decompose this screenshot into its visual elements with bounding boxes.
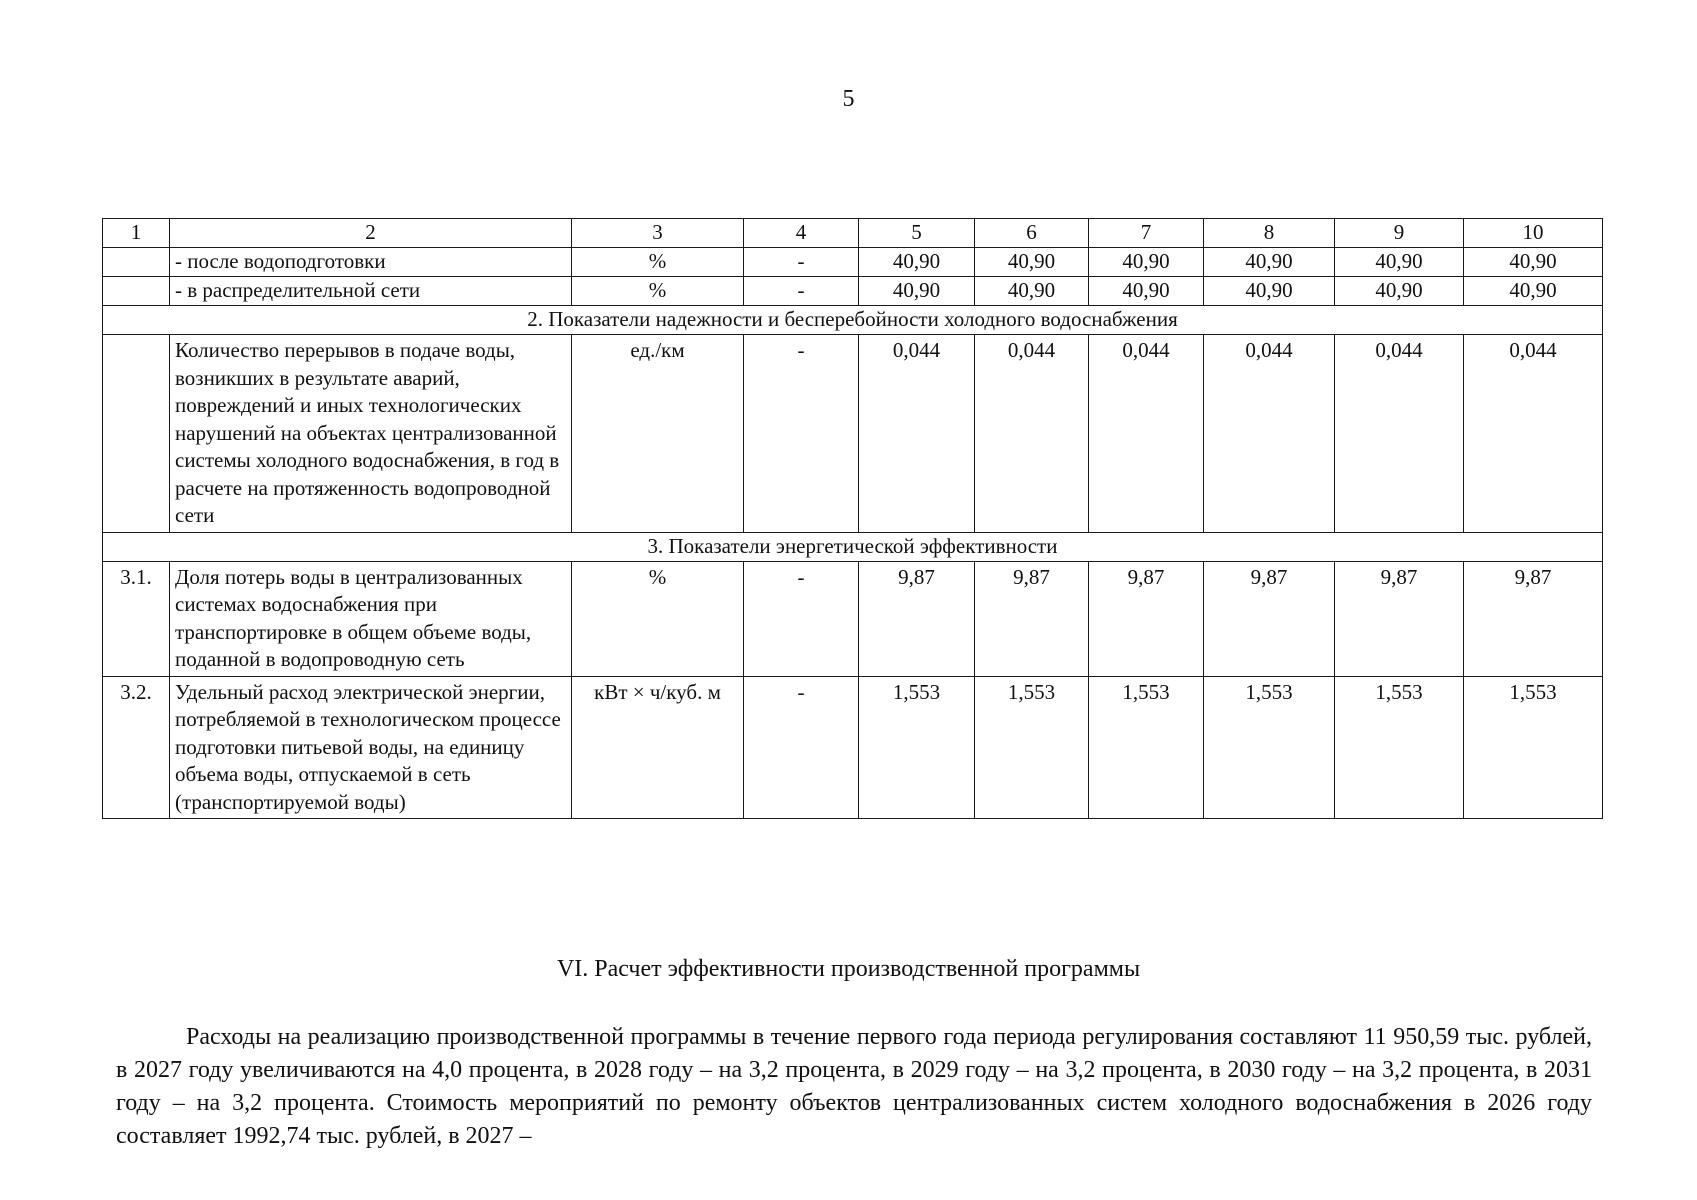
row-value: 40,90 — [1464, 248, 1603, 277]
row-value: 0,044 — [1089, 335, 1204, 533]
row-number — [103, 248, 170, 277]
row-unit: % — [572, 248, 744, 277]
row-value: 9,87 — [975, 561, 1089, 676]
row-value: 9,87 — [1464, 561, 1603, 676]
row-number — [103, 277, 170, 306]
row-value: 40,90 — [1335, 277, 1464, 306]
row-value: 40,90 — [975, 248, 1089, 277]
row-unit: % — [572, 561, 744, 676]
row-name: Доля потерь воды в централизованных системах водоснабжения при транспортировке в общем объеме воды, поданной в водопроводную сеть — [170, 561, 572, 676]
row-number: 3.2. — [103, 676, 170, 819]
row-name: - в распределительной сети — [170, 277, 572, 306]
row-value: 9,87 — [859, 561, 975, 676]
row-value: 40,90 — [1089, 277, 1204, 306]
row-value: 0,044 — [1204, 335, 1335, 533]
table-header-row — [103, 219, 1603, 248]
row-value: 1,553 — [975, 676, 1089, 819]
row-base: - — [744, 676, 859, 819]
table-row — [103, 248, 1603, 277]
row-value: 1,553 — [859, 676, 975, 819]
header-cell: 7 — [1089, 219, 1204, 248]
row-value: 40,90 — [859, 277, 975, 306]
row-value: 1,553 — [1089, 676, 1204, 819]
header-cell: 2 — [170, 219, 572, 248]
header-cell: 5 — [859, 219, 975, 248]
row-number — [103, 335, 170, 533]
table-row — [103, 277, 1603, 306]
row-value: 40,90 — [1089, 248, 1204, 277]
row-name: Удельный расход электрической энергии, потребляемой в технологическом процессе подготовки питьевой воды, на единицу объема воды, отпускаемой в сеть (транспортируемой воды) — [170, 676, 572, 819]
row-value: 1,553 — [1204, 676, 1335, 819]
row-name: - после водоподготовки — [170, 248, 572, 277]
row-base: - — [744, 335, 859, 533]
row-value: 40,90 — [975, 277, 1089, 306]
section-heading: VI. Расчет эффективности производственной программы — [556, 956, 1141, 982]
row-value: 40,90 — [859, 248, 975, 277]
indicators-table — [102, 218, 1603, 819]
section-row — [103, 532, 1603, 561]
row-value: 9,87 — [1089, 561, 1204, 676]
row-base: - — [744, 277, 859, 306]
header-cell: 3 — [572, 219, 744, 248]
header-cell: 10 — [1464, 219, 1603, 248]
row-unit: кВт × ч/куб. м — [572, 676, 744, 819]
header-cell: 1 — [103, 219, 170, 248]
row-value: 1,553 — [1464, 676, 1603, 819]
row-value: 1,553 — [1335, 676, 1464, 819]
row-value: 40,90 — [1204, 277, 1335, 306]
row-number: 3.1. — [103, 561, 170, 676]
row-value: 0,044 — [975, 335, 1089, 533]
section-row — [103, 306, 1603, 335]
row-value: 40,90 — [1464, 277, 1603, 306]
row-base: - — [744, 561, 859, 676]
row-value: 40,90 — [1204, 248, 1335, 277]
row-unit: ед./км — [572, 335, 744, 533]
header-cell: 9 — [1335, 219, 1464, 248]
table-row — [103, 561, 1603, 676]
row-name: Количество перерывов в подаче воды, возникших в результате аварий, повреждений и иных технологических нарушений на объектах централизованной системы холодного водоснабжения, в год в расчете на протяженность водопроводной сети — [170, 335, 572, 533]
page-number: 5 — [842, 86, 855, 112]
table-row — [103, 335, 1603, 533]
row-value: 0,044 — [859, 335, 975, 533]
section-title: 3. Показатели энергетической эффективности — [103, 532, 1603, 561]
header-cell: 4 — [744, 219, 859, 248]
row-value: 0,044 — [1335, 335, 1464, 533]
row-value: 9,87 — [1204, 561, 1335, 676]
table-row — [103, 676, 1603, 819]
header-cell: 6 — [975, 219, 1089, 248]
header-cell: 8 — [1204, 219, 1335, 248]
row-unit: % — [572, 277, 744, 306]
body-paragraph: Расходы на реализацию производственной программы в течение первого года периода регулирования составляют 11 950,59 тыс. рублей, в 2027 году увеличиваются на 4,0 процента, в 2028 году – на 3,2 процента, в 2029 году – на 3,2 процента, в 2030 году – на 3,2 процента, в 2031 году – на 3,2 процента. Стоимость мероприятий по ремонту объектов централизованных систем холодного водоснабжения в 2026 году составляет 1992,74 тыс. рублей, в 2027 – — [116, 1024, 1592, 1149]
section-title: 2. Показатели надежности и бесперебойности холодного водоснабжения — [103, 306, 1603, 335]
row-value: 40,90 — [1335, 248, 1464, 277]
row-value: 0,044 — [1464, 335, 1603, 533]
row-value: 9,87 — [1335, 561, 1464, 676]
row-base: - — [744, 248, 859, 277]
